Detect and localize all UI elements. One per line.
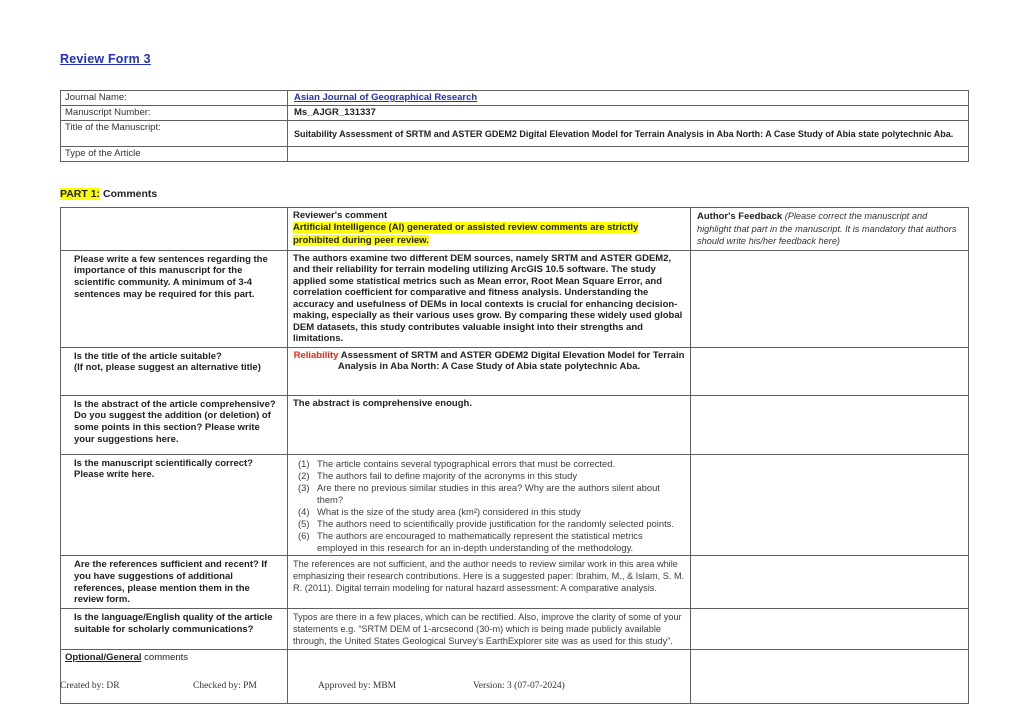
references-row (61, 555, 969, 608)
item-number: (5) (298, 518, 310, 530)
author-feedback-cell (691, 250, 969, 347)
item-number: (6) (298, 530, 310, 542)
importance-row (61, 250, 969, 347)
importance-question: Please write a few sentences regarding the importance of this manuscript for the scientific community. A minimum of 3-4 sentences may be required for this part. (61, 250, 288, 347)
manuscript-number-value: Ms_AJGR_131337 (288, 106, 969, 121)
footer-checked-by: Checked by: PM (193, 681, 257, 691)
item-text: Are there no previous similar studies in this area? Why are the authors silent about them? (317, 482, 660, 505)
optional-comments-cell (288, 650, 691, 704)
footer-created-by: Created by: DR (60, 681, 120, 691)
item-number: (4) (298, 505, 310, 517)
author-feedback-note: (Please correct the manuscript and highlight that part in the manuscript. It is mandatory that authors should write his/her feedback here) (697, 211, 957, 247)
scientific-correctness-row (61, 454, 969, 555)
manuscript-info-table (60, 90, 968, 162)
item-number: (1) (298, 457, 310, 469)
review-comments-table (60, 207, 968, 704)
list-item (293, 458, 685, 469)
item-text: The authors are encouraged to mathematically represent the statistical metrics employed in this research for an in-depth understanding of the methodology. (317, 530, 643, 553)
reviewer-comment-header-cell (288, 208, 691, 251)
optional-comments-row (61, 650, 969, 704)
optional-comments-label (61, 650, 288, 704)
list-item (293, 470, 685, 481)
optional-comments-rest: comments (141, 652, 189, 664)
title-suitability-row (61, 347, 969, 395)
article-type-label: Type of the Article (61, 147, 288, 162)
author-feedback-header-cell (691, 208, 969, 251)
title-question-line1: Is the title of the article suitable? (74, 350, 222, 362)
author-feedback-title: Author's Feedback (697, 211, 783, 222)
header-row (61, 208, 969, 251)
references-question: Are the references sufficient and recent? If you have suggestions of additional references, please mention them in the review form. (61, 555, 288, 608)
info-table (60, 90, 969, 162)
manuscript-title-row (61, 121, 969, 147)
header-empty-cell (61, 208, 288, 251)
manuscript-number-row (61, 106, 969, 121)
list-item (293, 506, 685, 517)
item-text: The authors fail to define majority of the acronyms in this study (317, 469, 578, 481)
abstract-row (61, 395, 969, 454)
footer-version: Version: 3 (07-07-2024) (473, 681, 565, 691)
author-feedback-cell (691, 454, 969, 555)
part1-heading (60, 188, 157, 200)
item-number: (3) (298, 482, 310, 494)
article-type-row (61, 147, 969, 162)
ai-prohibition-notice: Artificial Intelligence (AI) generated or assisted review comments are strictly prohibited during peer review. (293, 222, 639, 246)
references-comment: The references are not sufficient, and the author needs to review similar work in this area while emphasizing their research contributions. Here is a suggested paper: Ibrahim, M., & Islam, S. M. R. (2011). Digital terrain modeling for natural hazard assessment: A comparative analysis. (288, 555, 691, 608)
page-title: Review Form 3 (60, 52, 151, 66)
suggested-title-highlight: Reliability (293, 349, 339, 361)
author-feedback-cell (691, 609, 969, 650)
manuscript-title-label: Title of the Manuscript: (61, 121, 288, 147)
item-text: What is the size of the study area (km²) considered in this study (317, 505, 581, 517)
author-feedback-cell (691, 555, 969, 608)
part1-heading-rest: Comments (102, 188, 158, 200)
list-item (293, 518, 685, 529)
language-quality-comment: Typos are there in a few places, which can be rectified. Also, improve the clarity of some of your statements e.g. “SRTM DEM of 1-arcsecond (30-m) which is being made publicly available through, the United States Geological Survey’s EarthExplorer site was as used for this study”. (288, 609, 691, 650)
document-footer (0, 681, 1024, 695)
author-feedback-cell (691, 650, 969, 704)
manuscript-title-value: Suitability Assessment of SRTM and ASTER GDEM2 Digital Elevation Model for Terrain Analysis in Aba North: A Case Study of Abia state polytechnic Aba. (288, 121, 969, 147)
author-feedback-cell (691, 347, 969, 395)
abstract-question: Is the abstract of the article comprehensive? Do you suggest the addition (or deletion) of some points in this section? Please write your suggestions here. (61, 395, 288, 454)
journal-name-label: Journal Name: (61, 91, 288, 106)
footer-approved-by: Approved by: MBM (318, 681, 397, 691)
scientific-correctness-comment (288, 454, 691, 555)
reviewer-points-list (293, 458, 685, 553)
title-suitability-question (61, 347, 288, 395)
list-item (293, 530, 685, 553)
suggested-title-rest: Assessment of SRTM and ASTER GDEM2 Digital Elevation Model for Terrain Analysis in Aba North: A Case Study of Abia state polytechnic Aba. (337, 349, 685, 373)
author-feedback-cell (691, 395, 969, 454)
manuscript-number-label: Manuscript Number: (61, 106, 288, 121)
abstract-comment: The abstract is comprehensive enough. (288, 395, 691, 454)
journal-name-link[interactable]: Asian Journal of Geographical Research (294, 92, 478, 103)
reviewer-comment-title: Reviewer's comment (293, 210, 388, 221)
title-question-line2: (If not, please suggest an alternative title) (74, 362, 261, 374)
title-suitability-comment (288, 347, 691, 395)
item-text: The article contains several typographical errors that must be corrected. (317, 457, 616, 469)
article-type-value (288, 147, 969, 162)
importance-comment: The authors examine two different DEM sources, namely SRTM and ASTER GDEM2, and their reliability for terrain modeling utilizing ArcGIS 10.5 software. The study applied some statistical metrics such as Mean error, Root Mean Square Error, and correlation coefficient for comparative and fitness analysis. Understanding the accuracy and usefulness of DEMs in local contexts is crucial for enhancing decision-making, especially as their various uses grow. By comparing these widely used global DEM datasets, this study contributes valuable insight into their strengths and limitations. (288, 250, 691, 347)
language-quality-question: Is the language/English quality of the article suitable for scholarly communications? (61, 609, 288, 650)
language-quality-row (61, 609, 969, 650)
item-text: The authors need to scientifically provide justification for the randomly selected points. (317, 518, 674, 530)
journal-name-row (61, 91, 969, 106)
optional-comments-underlined: Optional/General (65, 652, 142, 664)
list-item (293, 482, 685, 505)
scientific-correctness-question: Is the manuscript scientifically correct? Please write here. (61, 454, 288, 555)
part1-heading-highlight: PART 1: (60, 188, 101, 200)
item-number: (2) (298, 469, 310, 481)
review-table (60, 207, 969, 704)
